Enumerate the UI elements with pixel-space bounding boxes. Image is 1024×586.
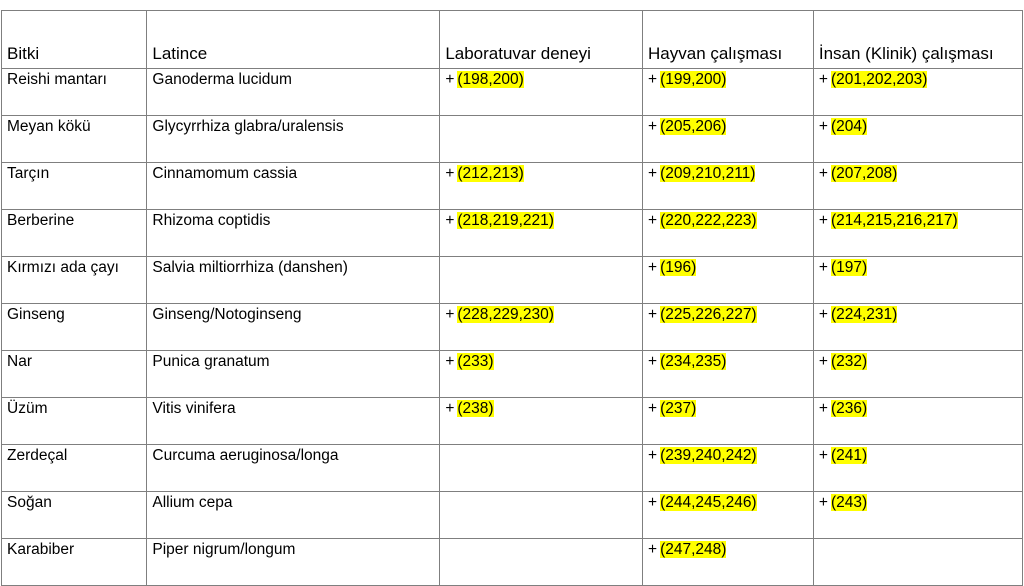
table-row bbox=[2, 445, 1023, 492]
plus-marker: + bbox=[818, 212, 828, 229]
reference-highlight: (236) bbox=[830, 400, 868, 417]
cell-plant: Berberine bbox=[2, 210, 147, 257]
header-latin: Latince bbox=[147, 11, 440, 69]
reference-highlight: (198,200) bbox=[457, 71, 524, 88]
cell-latin: Glycyrrhiza glabra/uralensis bbox=[147, 116, 440, 163]
cell-human bbox=[813, 492, 1022, 539]
reference-highlight: (243) bbox=[830, 494, 868, 511]
cell-human bbox=[813, 163, 1022, 210]
cell-plant: Zerdeçal bbox=[2, 445, 147, 492]
table-row bbox=[2, 304, 1023, 351]
table-row bbox=[2, 69, 1023, 116]
cell-latin: Cinnamomum cassia bbox=[147, 163, 440, 210]
table-row bbox=[2, 257, 1023, 304]
cell-animal bbox=[643, 492, 814, 539]
cell-latin: Curcuma aeruginosa/longa bbox=[147, 445, 440, 492]
reference-highlight: (225,226,227) bbox=[660, 306, 757, 323]
plus-marker: + bbox=[818, 71, 828, 88]
table-row bbox=[2, 351, 1023, 398]
cell-human bbox=[813, 116, 1022, 163]
cell-human bbox=[813, 398, 1022, 445]
cell-lab bbox=[440, 69, 643, 116]
reference-highlight: (247,248) bbox=[660, 541, 727, 558]
reference-highlight: (224,231) bbox=[830, 306, 898, 323]
plus-marker: + bbox=[648, 306, 658, 323]
cell-animal bbox=[643, 304, 814, 351]
header-row bbox=[2, 11, 1023, 69]
plus-marker: + bbox=[648, 494, 658, 511]
cell-lab bbox=[440, 492, 643, 539]
plus-marker: + bbox=[818, 494, 828, 511]
header-plant: Bitki bbox=[2, 11, 147, 69]
plus-marker: + bbox=[648, 212, 658, 229]
reference-highlight: (232) bbox=[830, 353, 868, 370]
cell-latin: Vitis vinifera bbox=[147, 398, 440, 445]
reference-highlight: (204) bbox=[830, 118, 868, 135]
cell-latin: Allium cepa bbox=[147, 492, 440, 539]
header-animal: Hayvan çalışması bbox=[643, 11, 814, 69]
reference-highlight: (209,210,211) bbox=[660, 165, 756, 182]
reference-highlight: (237) bbox=[660, 400, 697, 417]
table-row bbox=[2, 398, 1023, 445]
cell-plant: Tarçın bbox=[2, 163, 147, 210]
cell-plant: Reishi mantarı bbox=[2, 69, 147, 116]
table-body bbox=[2, 69, 1023, 586]
cell-latin: Rhizoma coptidis bbox=[147, 210, 440, 257]
plus-marker: + bbox=[445, 353, 455, 370]
cell-human bbox=[813, 210, 1022, 257]
reference-highlight: (239,240,242) bbox=[660, 447, 757, 464]
plus-marker: + bbox=[648, 71, 658, 88]
plus-marker: + bbox=[445, 212, 455, 229]
plus-marker: + bbox=[818, 306, 828, 323]
cell-animal bbox=[643, 398, 814, 445]
cell-plant: Soğan bbox=[2, 492, 147, 539]
plus-marker: + bbox=[648, 541, 658, 558]
cell-lab bbox=[440, 539, 643, 586]
plus-marker: + bbox=[648, 165, 658, 182]
reference-highlight: (244,245,246) bbox=[660, 494, 757, 511]
table-row bbox=[2, 163, 1023, 210]
plus-marker: + bbox=[445, 71, 455, 88]
reference-highlight: (207,208) bbox=[830, 165, 898, 182]
cell-animal bbox=[643, 257, 814, 304]
reference-table bbox=[1, 10, 1023, 586]
reference-highlight: (233) bbox=[457, 353, 494, 370]
reference-highlight: (201,202,203) bbox=[830, 71, 928, 88]
header-human: İnsan (Klinik) çalışması bbox=[813, 11, 1022, 69]
cell-animal bbox=[643, 351, 814, 398]
cell-human bbox=[813, 351, 1022, 398]
cell-lab bbox=[440, 351, 643, 398]
cell-animal bbox=[643, 69, 814, 116]
cell-lab bbox=[440, 116, 643, 163]
plus-marker: + bbox=[445, 306, 455, 323]
cell-latin: Piper nigrum/longum bbox=[147, 539, 440, 586]
cell-human bbox=[813, 539, 1022, 586]
plus-marker: + bbox=[818, 259, 828, 276]
plus-marker: + bbox=[818, 118, 828, 135]
cell-lab bbox=[440, 210, 643, 257]
cell-animal bbox=[643, 539, 814, 586]
plus-marker: + bbox=[445, 400, 455, 417]
cell-human bbox=[813, 69, 1022, 116]
cell-latin: Ginseng/Notoginseng bbox=[147, 304, 440, 351]
plus-marker: + bbox=[818, 165, 828, 182]
cell-animal bbox=[643, 210, 814, 257]
cell-plant: Kırmızı ada çayı bbox=[2, 257, 147, 304]
cell-lab bbox=[440, 398, 643, 445]
cell-plant: Üzüm bbox=[2, 398, 147, 445]
table-row bbox=[2, 539, 1023, 586]
cell-animal bbox=[643, 116, 814, 163]
cell-plant: Ginseng bbox=[2, 304, 147, 351]
plus-marker: + bbox=[648, 447, 658, 464]
plus-marker: + bbox=[818, 447, 828, 464]
reference-highlight: (205,206) bbox=[660, 118, 727, 135]
reference-highlight: (218,219,221) bbox=[457, 212, 554, 229]
plus-marker: + bbox=[818, 353, 828, 370]
plus-marker: + bbox=[648, 400, 658, 417]
reference-highlight: (238) bbox=[457, 400, 494, 417]
table-row bbox=[2, 210, 1023, 257]
cell-lab bbox=[440, 304, 643, 351]
reference-highlight: (212,213) bbox=[457, 165, 524, 182]
table-row bbox=[2, 116, 1023, 163]
plus-marker: + bbox=[445, 165, 455, 182]
cell-human bbox=[813, 304, 1022, 351]
cell-plant: Karabiber bbox=[2, 539, 147, 586]
reference-highlight: (220,222,223) bbox=[660, 212, 757, 229]
cell-lab bbox=[440, 257, 643, 304]
header-lab: Laboratuvar deneyi bbox=[440, 11, 643, 69]
cell-latin: Punica granatum bbox=[147, 351, 440, 398]
reference-highlight: (197) bbox=[830, 259, 868, 276]
cell-lab bbox=[440, 445, 643, 492]
plus-marker: + bbox=[818, 400, 828, 417]
reference-highlight: (214,215,216,217) bbox=[830, 212, 958, 229]
cell-human bbox=[813, 445, 1022, 492]
cell-lab bbox=[440, 163, 643, 210]
cell-plant: Meyan kökü bbox=[2, 116, 147, 163]
cell-animal bbox=[643, 445, 814, 492]
cell-human bbox=[813, 257, 1022, 304]
reference-highlight: (199,200) bbox=[660, 71, 727, 88]
cell-plant: Nar bbox=[2, 351, 147, 398]
cell-latin: Salvia miltiorrhiza (danshen) bbox=[147, 257, 440, 304]
cell-animal bbox=[643, 163, 814, 210]
reference-highlight: (234,235) bbox=[660, 353, 727, 370]
plus-marker: + bbox=[648, 259, 658, 276]
cell-latin: Ganoderma lucidum bbox=[147, 69, 440, 116]
reference-highlight: (241) bbox=[830, 447, 868, 464]
plus-marker: + bbox=[648, 118, 658, 135]
reference-highlight: (196) bbox=[660, 259, 697, 276]
table-row bbox=[2, 492, 1023, 539]
reference-highlight: (228,229,230) bbox=[457, 306, 554, 323]
plus-marker: + bbox=[648, 353, 658, 370]
